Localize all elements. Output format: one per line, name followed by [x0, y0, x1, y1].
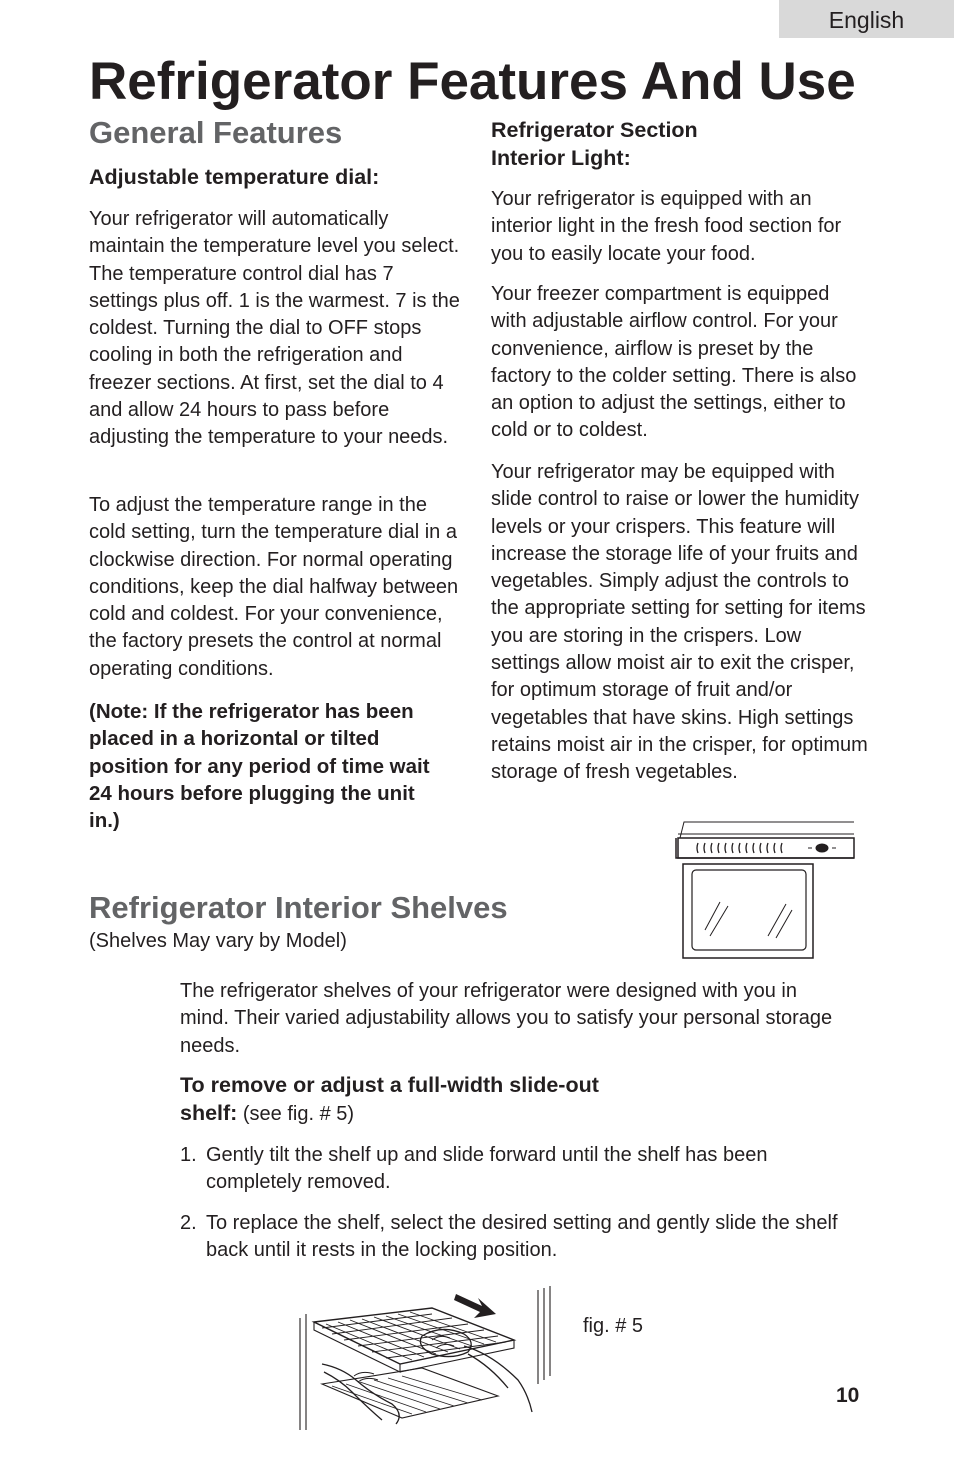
shelves-intro: The refrigerator shelves of your refrigerator were designed with you in mind. Their varied adjustability allows you to satisfy your personal storage needs. [180, 980, 833, 1057]
remove-shelf-heading-bold: To remove or adjust a full-width slide-out shelf: [180, 1073, 599, 1125]
step-item [180, 1142, 840, 1197]
note-paragraph: (Note: If the refrigerator has been placed in a horizontal or tilted position for any period of time wait 24 hours before plugging the unit in.) [89, 700, 430, 833]
general-features-heading: General Features [89, 115, 343, 150]
page-title: Refrigerator Features And Use [89, 52, 856, 111]
dial-paragraph-2: To adjust the temperature range in the cold setting, turn the temperature dial in a clockwise direction. For normal operating conditions, keep the dial halfway between cold and coldest. For your convenience, the factory presets the control at normal operating conditions. [89, 494, 459, 680]
light-paragraph-2: Your freezer compartment is equipped with adjustable airflow control. For your convenience, airflow is preset by the factory to the colder setting. There is also an option to adjust the settings, either to cold or to coldest. [491, 283, 857, 442]
step-text: To replace the shelf, select the desired setting and gently slide the shelf back until it rests in the locking position. [206, 1212, 838, 1262]
shelves-heading: Refrigerator Interior Shelves [89, 890, 508, 925]
shelves-subheading: (Shelves May vary by Model) [89, 930, 347, 952]
language-tab: English [779, 0, 954, 38]
shelf-removal-illustration [292, 1284, 554, 1432]
freezer-compartment-illustration [672, 818, 856, 962]
step-number: 1. [180, 1144, 197, 1166]
dial-heading: Adjustable temperature dial: [89, 165, 380, 189]
remove-shelf-fig-ref: (see fig. # 5) [237, 1103, 355, 1125]
step-number: 2. [180, 1212, 197, 1234]
step-item [180, 1210, 840, 1265]
light-paragraph-3: Your refrigerator may be equipped with slide control to raise or lower the humidity levels or your crispers. This feature will increase the storage life of your fruits and vegetables. Simply adjust the controls to the appropriate setting for setting for items you are storing in the crispers. Low settings allow moist air to exit the crisper, for optimum storage of fruit and/or vegetables that have skins. High settings retains moist air in the crisper, for optimum storage of fresh vegetables. [491, 461, 868, 784]
dial-paragraph-1: Your refrigerator will automatically maintain the temperature level you select. The temperature control dial has 7 settings plus off. 1 is the warmest. 7 is the coldest. Turning the dial to OFF stops cooling in both the refrigeration and freezer sections. At first, set the dial to 4 and allow 24 hours to pass before adjusting the temperature to your needs. [89, 208, 460, 449]
remove-shelf-heading [180, 1071, 610, 1128]
page-number: 10 [836, 1384, 860, 1407]
light-paragraph-1: Your refrigerator is equipped with an interior light in the fresh food section for you to easily locate your food. [491, 188, 842, 265]
step-text: Gently tilt the shelf up and slide forward until the shelf has been completely removed. [206, 1144, 768, 1194]
light-heading: Refrigerator Section Interior Light: [491, 118, 698, 170]
figure-caption: fig. # 5 [583, 1315, 644, 1337]
